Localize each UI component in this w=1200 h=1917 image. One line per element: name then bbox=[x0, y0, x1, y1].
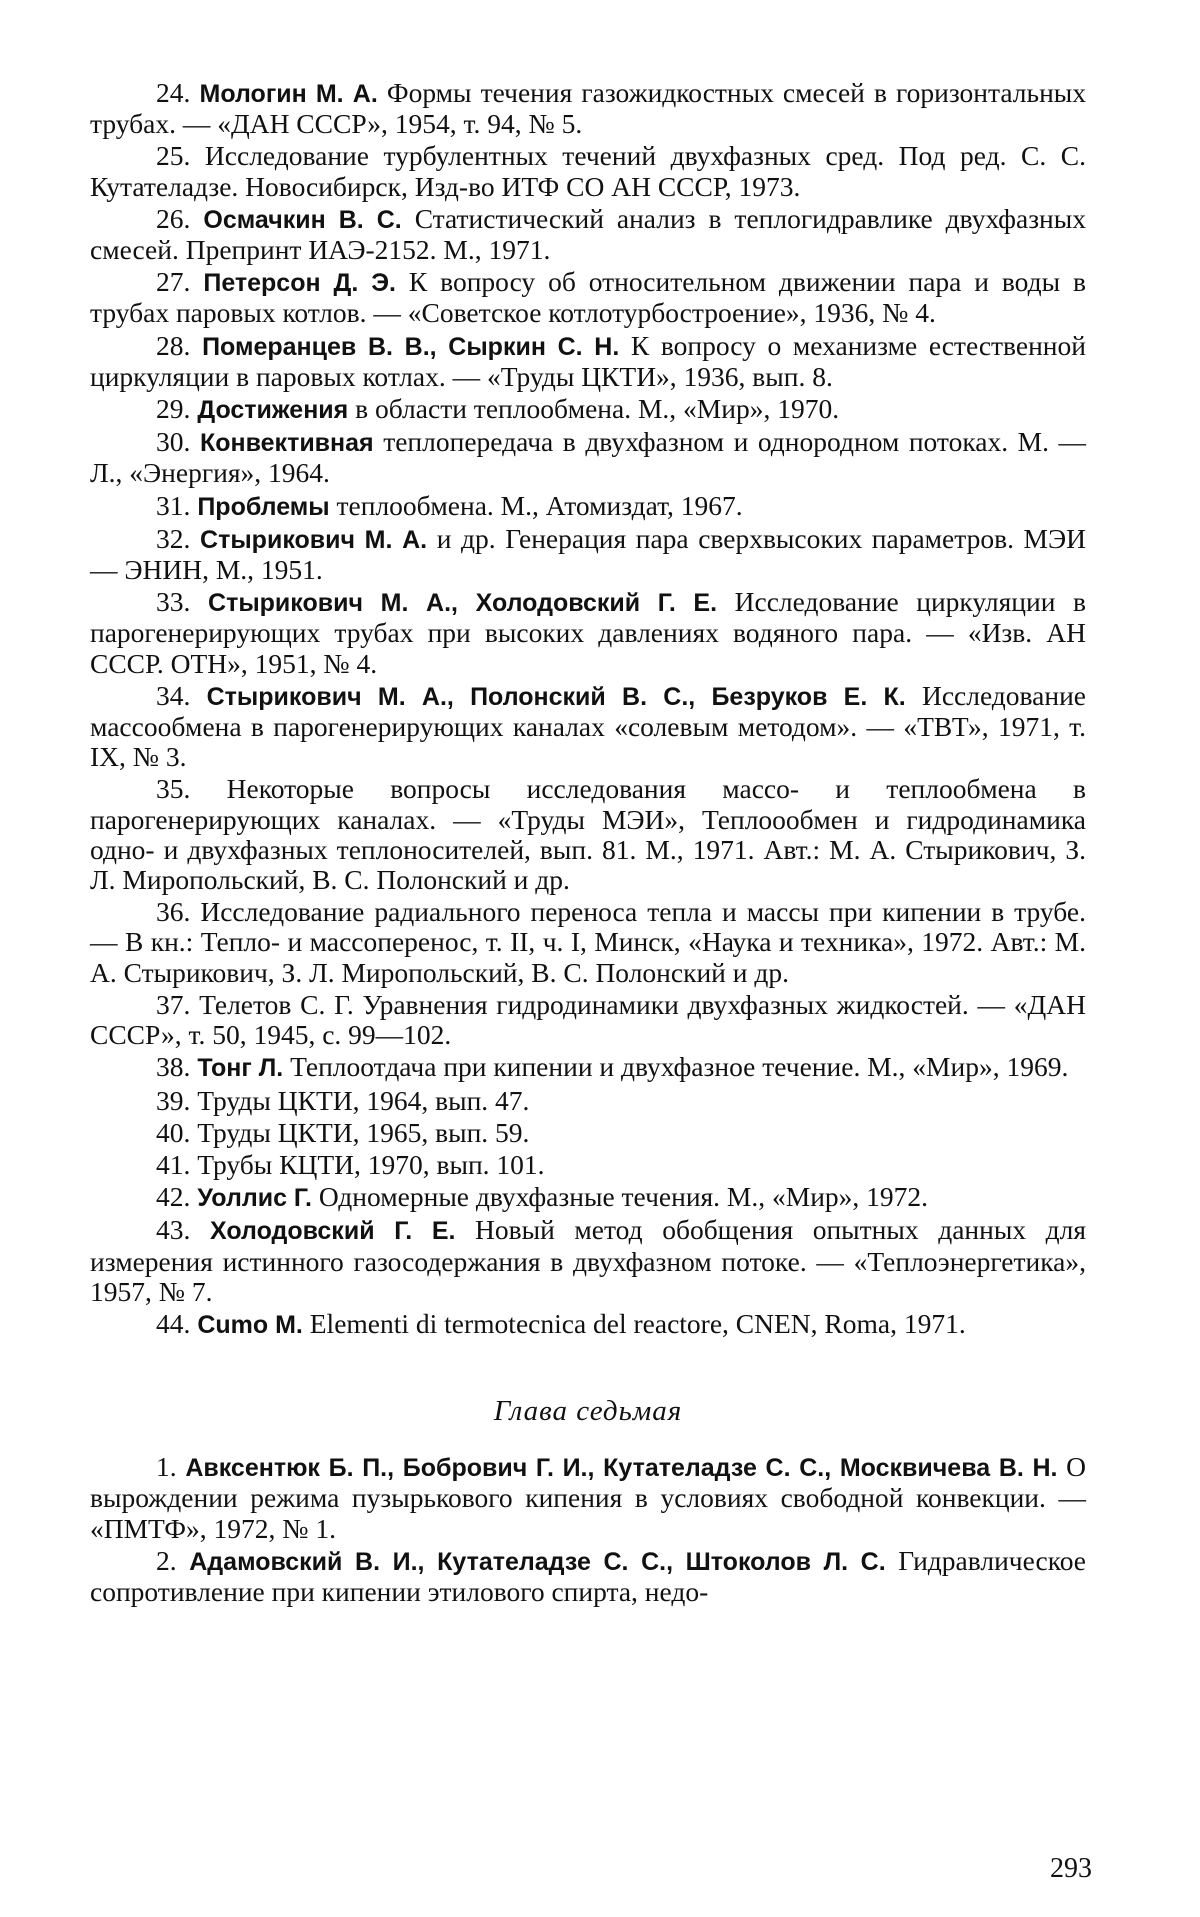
chapter-heading: Глава седьмая bbox=[493, 1395, 683, 1428]
reference-entry bbox=[90, 1215, 1086, 1307]
reference-text: Одномерные двухфазные течения. М., «Мир», 1972. bbox=[318, 1181, 929, 1213]
reference-number: 44. bbox=[156, 1307, 191, 1339]
reference-entry bbox=[90, 1150, 1086, 1180]
reference-author: Проблемы bbox=[197, 492, 330, 521]
reference-author: Осмачкин В. С. bbox=[203, 205, 402, 234]
reference-number: 42. bbox=[156, 1181, 191, 1213]
reference-text: Исследование радиального переноса тепла и массы при кипении в трубе. — В кн.: Тепло- и массоперенос, т. II, ч. I, Минск, «Наука и техника», 1972. Авт.: М. А. Стырикович, З. Л. Миропольский, В. С. Полонский и др. bbox=[90, 896, 1086, 988]
reference-author: Померанцев В. В., Сыркин С. Н. bbox=[202, 332, 620, 361]
page-number: 293 bbox=[1050, 1853, 1092, 1884]
reference-text: К вопросу о механизме естественной циркуляции в паровых котлах. — «Труды ЦКТИ», 1936, вып. 8. bbox=[90, 329, 1086, 392]
reference-author: Мологин М. А. bbox=[199, 80, 378, 108]
reference-number: 41. bbox=[156, 1148, 191, 1180]
reference-text: Исследование турбулентных течений двухфазных сред. Под ред. С. С. Кутателадзе. Новосибирск, Изд-во ИТФ СО АН СССР, 1973. bbox=[90, 140, 1086, 202]
reference-text: Новый метод обобщения опытных данных для измерения истинного газосодержания в двухфазном потоке. — «Теплоэнергетика», 1957, № 7. bbox=[90, 1214, 1086, 1307]
reference-entry bbox=[90, 1546, 1086, 1607]
reference-entry bbox=[90, 1052, 1086, 1083]
reference-text: Elementi di termotecnica del reactore, CNEN, Roma, 1971. bbox=[309, 1307, 966, 1339]
reference-text: О вырождении режима пузырькового кипения в условиях свободной конвекции. — «ПМТФ», 1972, № 1. bbox=[90, 1451, 1087, 1544]
reference-number: 34. bbox=[156, 679, 191, 711]
reference-number: 30. bbox=[156, 426, 191, 458]
reference-entry bbox=[90, 587, 1086, 679]
reference-entry bbox=[90, 78, 1086, 139]
reference-text: Телетов С. Г. Уравнения гидродинамики двухфазных жидкостей. — «ДАН СССР», т. 50, 1945, с. 99—102. bbox=[90, 988, 1086, 1051]
reference-number: 39. bbox=[156, 1084, 191, 1116]
reference-entry bbox=[90, 681, 1086, 773]
reference-author: Авксентюк Б. П., Бобрович Г. И., Кутателадзе С. С., Москвичева В. Н. bbox=[185, 1454, 1058, 1483]
reference-number: 1. bbox=[156, 1451, 177, 1483]
reference-number: 33. bbox=[156, 586, 191, 618]
reference-author: Тонг Л. bbox=[197, 1054, 284, 1083]
reference-text: теплообмена. М., Атомиздат, 1967. bbox=[336, 489, 743, 521]
reference-entry bbox=[90, 1309, 1086, 1340]
reference-text: Исследование массообмена в парогенерирующих каналах «солевым методом». — «ТВТ», 1971, т. IX, № 3. bbox=[90, 679, 1086, 773]
reference-author: Конвективная bbox=[199, 429, 374, 458]
reference-number: 35. bbox=[156, 773, 191, 805]
reference-entry bbox=[90, 774, 1086, 895]
reference-text: Формы течения газожидкостных смесей в горизонтальных трубах. — «ДАН СССР», 1954, т. 94, № 5. bbox=[90, 77, 1087, 140]
reference-number: 36. bbox=[156, 896, 191, 928]
reference-text: в области теплообмена. М., «Мир», 1970. bbox=[355, 393, 840, 425]
reference-number: 26. bbox=[156, 202, 191, 234]
reference-text: Гидравлическое сопротивление при кипении этилового спирта, недо- bbox=[90, 1544, 1086, 1607]
reference-entry bbox=[90, 897, 1086, 988]
reference-text: Труды ЦКТИ, 1965, вып. 59. bbox=[197, 1116, 530, 1148]
reference-author: Стырикович М. А., Полонский В. С., Безруков Е. К. bbox=[206, 682, 906, 711]
reference-number: 38. bbox=[156, 1051, 191, 1083]
reference-text: Статистический анализ в теплогидравлике двухфазных смесей. Препринт ИАЭ-2152. М., 1971. bbox=[90, 202, 1087, 266]
reference-author: Холодовский Г. Е. bbox=[210, 1217, 456, 1246]
reference-author: Cumo M. bbox=[197, 1310, 303, 1339]
reference-entry bbox=[90, 1086, 1086, 1116]
reference-entry bbox=[90, 267, 1086, 328]
reference-column bbox=[90, 78, 1086, 1609]
reference-author: Стырикович М. А. bbox=[200, 525, 428, 554]
reference-text: Исследование циркуляции в парогенерирующих трубах при высоких давлениях водяного пара. — «Изв. АН СССР. ОТН», 1951, № 4. bbox=[90, 586, 1087, 679]
reference-entry bbox=[90, 141, 1086, 201]
reference-entry bbox=[90, 524, 1086, 585]
reference-text: теплопередача в двухфазном и однородном потоках. М. — Л., «Энергия», 1964. bbox=[90, 426, 1087, 489]
reference-author: Петерсон Д. Э. bbox=[203, 269, 396, 298]
reference-number: 27. bbox=[156, 266, 191, 298]
reference-list-chapter-6 bbox=[90, 78, 1086, 1340]
reference-entry bbox=[90, 1452, 1086, 1544]
reference-number: 32. bbox=[156, 522, 191, 554]
reference-text: Некоторые вопросы исследования массо- и теплообмена в парогенерирующих каналах. — «Труды МЭИ», Теплоообмен и гидродинамика одно- и двухфазных теплоносителей, вып. 81. М., 1971. Авт.: М. А. Стырикович, З. Л. Миропольский, В. С. Полонский и др. bbox=[90, 773, 1087, 896]
reference-entry bbox=[90, 331, 1086, 392]
reference-text: Трубы КЦТИ, 1970, вып. 101. bbox=[197, 1148, 545, 1180]
reference-number: 37. bbox=[156, 988, 191, 1020]
reference-entry bbox=[90, 427, 1086, 488]
reference-entry bbox=[90, 1118, 1086, 1148]
reference-author: Стырикович М. А., Холодовский Г. Е. bbox=[208, 589, 718, 618]
reference-text: Труды ЦКТИ, 1964, вып. 47. bbox=[197, 1084, 530, 1116]
reference-number: 28. bbox=[156, 329, 191, 361]
reference-entry bbox=[90, 1182, 1086, 1213]
reference-author: Адамовский В. И., Кутателадзе С. С., Штоколов Л. С. bbox=[189, 1547, 886, 1576]
reference-entry bbox=[90, 990, 1086, 1050]
reference-number: 40. bbox=[156, 1116, 191, 1148]
reference-entry bbox=[90, 204, 1086, 265]
reference-number: 31. bbox=[156, 489, 191, 521]
reference-author: Уоллис Г. bbox=[197, 1184, 312, 1213]
reference-list-chapter-7 bbox=[90, 1452, 1086, 1607]
reference-entry bbox=[90, 491, 1086, 522]
reference-number: 25. bbox=[156, 140, 191, 172]
reference-text: К вопросу об относительном движении пара и воды в трубах паровых котлов. — «Советское котлотурбостроение», 1936, № 4. bbox=[90, 266, 1086, 329]
reference-number: 43. bbox=[156, 1214, 191, 1246]
reference-number: 2. bbox=[156, 1544, 177, 1576]
reference-number: 29. bbox=[156, 393, 191, 425]
reference-author: Достижения bbox=[197, 396, 349, 425]
reference-text: и др. Генерация пара сверхвысоких параметров. МЭИ — ЭНИН, М., 1951. bbox=[90, 522, 1087, 586]
reference-entry bbox=[90, 394, 1086, 425]
reference-text: Теплоотдача при кипении и двухфазное течение. М., «Мир», 1969. bbox=[290, 1051, 1069, 1083]
reference-number: 24. bbox=[156, 77, 191, 108]
